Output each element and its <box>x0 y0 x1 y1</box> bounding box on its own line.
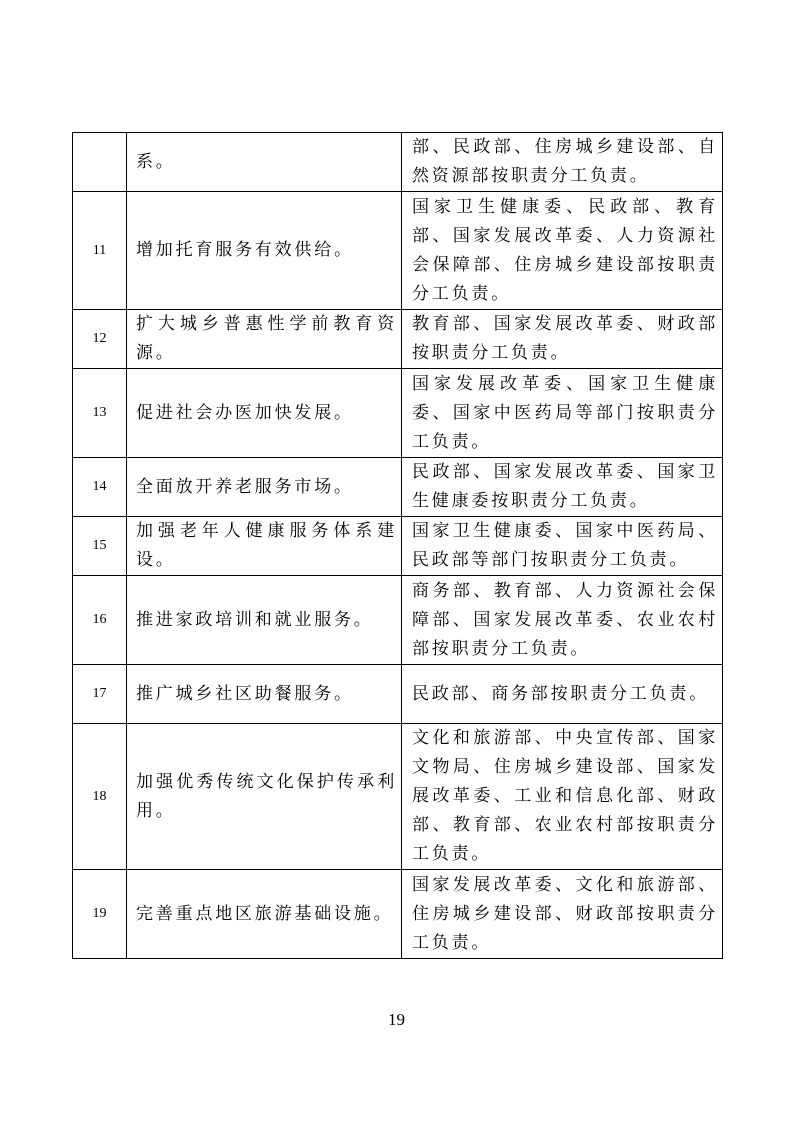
responsible-departments: 民政部、国家发展改革委、国家卫生健康委按职责分工负责。 <box>402 458 723 517</box>
row-number: 17 <box>73 665 127 724</box>
responsible-departments: 民政部、商务部按职责分工负责。 <box>402 665 723 724</box>
row-number: 19 <box>73 870 127 959</box>
responsible-departments: 商务部、教育部、人力资源社会保障部、国家发展改革委、农业农村部按职责分工负责。 <box>402 576 723 665</box>
table-row <box>73 192 723 310</box>
responsible-departments: 国家卫生健康委、民政部、教育部、国家发展改革委、人力资源社会保障部、住房城乡建设部按职责分工负责。 <box>402 192 723 310</box>
row-number: 14 <box>73 458 127 517</box>
task-description: 推广城乡社区助餐服务。 <box>127 665 402 724</box>
task-table <box>72 132 723 959</box>
task-description: 加强优秀传统文化保护传承利用。 <box>127 724 402 870</box>
table-row <box>73 870 723 959</box>
responsible-departments: 国家发展改革委、文化和旅游部、住房城乡建设部、财政部按职责分工负责。 <box>402 870 723 959</box>
row-number: 15 <box>73 517 127 576</box>
responsible-departments: 教育部、国家发展改革委、财政部按职责分工负责。 <box>402 310 723 369</box>
task-description: 促进社会办医加快发展。 <box>127 369 402 458</box>
task-description: 全面放开养老服务市场。 <box>127 458 402 517</box>
task-description: 系。 <box>127 133 402 192</box>
task-description: 扩大城乡普惠性学前教育资源。 <box>127 310 402 369</box>
row-number: 12 <box>73 310 127 369</box>
responsible-departments: 国家发展改革委、国家卫生健康委、国家中医药局等部门按职责分工负责。 <box>402 369 723 458</box>
responsible-departments: 部、民政部、住房城乡建设部、自然资源部按职责分工负责。 <box>402 133 723 192</box>
table-row <box>73 369 723 458</box>
page-number: 19 <box>388 1010 405 1029</box>
task-description: 完善重点地区旅游基础设施。 <box>127 870 402 959</box>
table-row <box>73 724 723 870</box>
responsible-departments: 文化和旅游部、中央宣传部、国家文物局、住房城乡建设部、国家发展改革委、工业和信息化部、财政部、教育部、农业农村部按职责分工负责。 <box>402 724 723 870</box>
table-row <box>73 133 723 192</box>
table-row <box>73 458 723 517</box>
table-row <box>73 310 723 369</box>
table-row <box>73 576 723 665</box>
row-number <box>73 133 127 192</box>
task-description: 推进家政培训和就业服务。 <box>127 576 402 665</box>
row-number: 18 <box>73 724 127 870</box>
table-row <box>73 517 723 576</box>
table-row <box>73 665 723 724</box>
task-description: 增加托育服务有效供给。 <box>127 192 402 310</box>
responsible-departments: 国家卫生健康委、国家中医药局、民政部等部门按职责分工负责。 <box>402 517 723 576</box>
task-description: 加强老年人健康服务体系建设。 <box>127 517 402 576</box>
row-number: 11 <box>73 192 127 310</box>
row-number: 16 <box>73 576 127 665</box>
row-number: 13 <box>73 369 127 458</box>
